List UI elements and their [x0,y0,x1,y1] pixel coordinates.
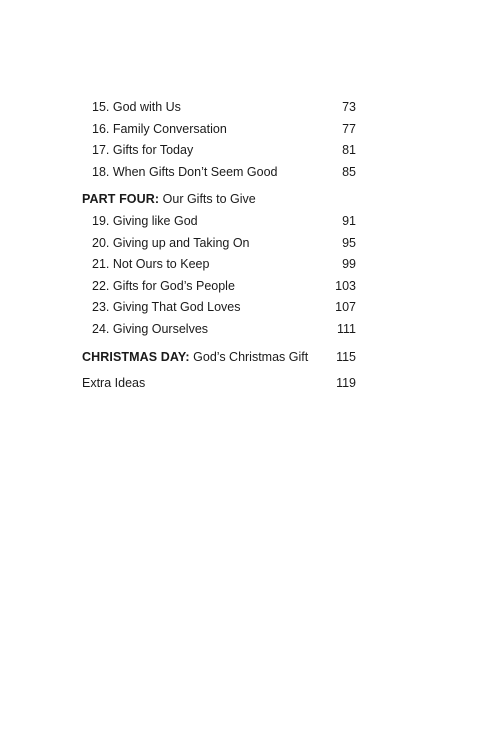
toc-entry[interactable] [82,119,356,141]
toc-entry-title: 19. Giving like God [92,213,198,228]
toc-entry[interactable] [82,162,356,184]
extra-ideas-title: Extra Ideas [82,376,146,391]
toc-entry-page: 91 [342,213,356,228]
toc-entry[interactable] [82,233,356,255]
toc-entry-title: 22. Gifts for God’s People [92,278,235,293]
toc-entry-title: 24. Giving Ourselves [92,321,209,336]
toc-entry[interactable] [82,97,356,119]
toc-entry[interactable] [82,254,356,276]
toc-entry-title: 20. Giving up and Taking On [92,235,250,250]
toc-entry-page: 85 [342,164,356,179]
christmas-day-entry[interactable] [82,347,356,369]
toc-entry-page: 77 [342,121,356,136]
toc-entry-page: 81 [342,143,356,158]
toc-entry-page: 107 [335,300,356,315]
toc-entry-page: 111 [336,321,356,336]
extra-ideas-entry[interactable] [82,373,356,395]
toc-entry-title: 16. Family Conversation [92,121,227,136]
table-of-contents [82,97,356,395]
part-heading[interactable] [82,189,356,211]
toc-entry-page: 99 [342,257,356,272]
part-heading-title: Our Gifts to Give [162,192,256,207]
toc-entry[interactable] [82,297,356,319]
christmas-day-label: CHRISTMAS DAY: [82,349,190,364]
toc-entry-page: 95 [342,235,356,250]
toc-entry-title: 15. God with Us [92,100,181,114]
toc-entry-page: 73 [342,100,356,114]
toc-entry-page: 115 [336,349,356,364]
toc-entry-title: 17. Gifts for Today [92,143,194,158]
toc-entry[interactable] [82,276,356,298]
toc-entry-page: 103 [335,278,356,293]
toc-entry[interactable] [82,319,356,341]
part-heading-label: PART FOUR: [82,192,160,207]
toc-entry-title: 21. Not Ours to Keep [92,257,210,272]
toc-entry-title: 23. Giving That God Loves [92,300,241,315]
toc-entry[interactable] [82,211,356,233]
toc-entry[interactable] [82,140,356,162]
christmas-day-text [82,347,308,369]
toc-entry-page: 119 [336,376,356,391]
christmas-day-title: God’s Christmas Gift [193,349,309,364]
part-heading-text [82,189,256,211]
toc-entry-title: 18. When Gifts Don’t Seem Good [92,164,278,179]
